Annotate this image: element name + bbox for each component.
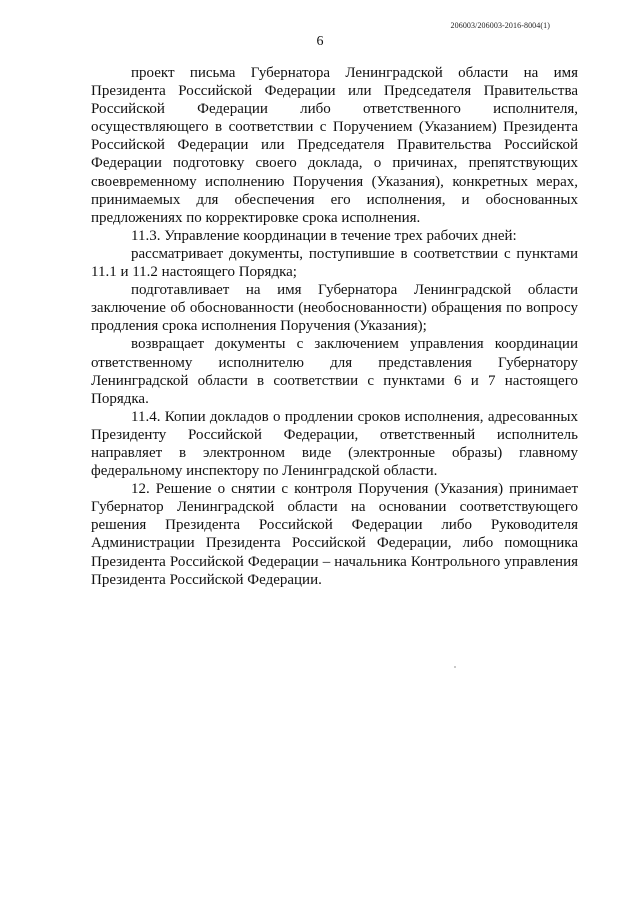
paragraph-reviews-documents: рассматривает документы, поступившие в соответствии с пунктами 11.1 и 11.2 настоящего Порядка; [91,245,578,281]
paragraph-12: 12. Решение о снятии с контроля Поручения (Указания) принимает Губернатор Ленинградской области на основании соответствующего решения Президента Российской Федерации либо Руководителя Администрации Президента Российской Федерации, либо помощника Президента Российской Федерации – начальника Контрольного управления Президента Российской Федерации. [91,481,578,588]
paragraph-11-4: 11.4. Копии докладов о продлении сроков исполнения, адресованных Президенту Российской Федерации, ответственный исполнитель направляет в электронном виде (электронные образы) главному федеральному инспектору по Ленинградской области. [91,408,578,480]
paragraph-11-3: 11.3. Управление координации в течение трех рабочих дней: [131,227,517,244]
paragraph-letter-draft: проект письма Губернатора Ленинградской области на имя Президента Российской Федерации или Председателя Правительства Российской Федерации либо ответственного исполнителя, осуществляющего в соответствии с Поручением (Указанием) Президента Российской Федерации или Председателя Правительства Российской Федерации подготовку своего доклада, о причинах, препятствующих своевременному исполнению Поручения (Указания), конкретных мерах, принимаемых для обеспечения его исполнения, и обоснованных предложениях по корректировке срока исполнения. [91,65,578,226]
page-number: 6 [316,34,324,49]
paragraph-returns-documents: возвращает документы с заключением управления координации ответственному исполнителю для представления Губернатору Ленинградской области в соответствии с пунктами 6 и 7 настоящего Порядка. [91,336,578,407]
paragraph-prepares-conclusion: подготавливает на имя Губернатора Ленинградской области заключение об обоснованности (необоснованности) обращения по вопросу продления срока исполнения Поручения (Указания); [91,282,578,335]
document-id: 206003/206003-2016-8004(1) [450,21,550,30]
scan-speck [454,666,456,668]
document-body [91,64,578,589]
